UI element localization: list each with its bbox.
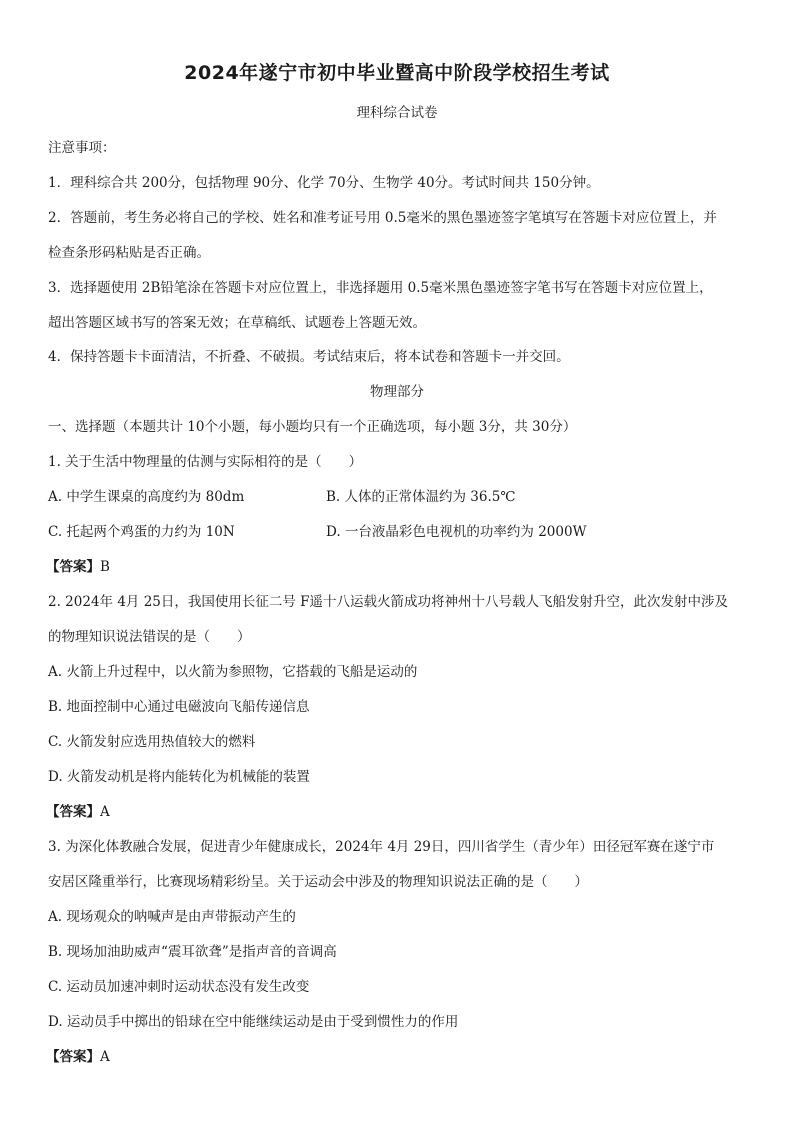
answer-label: 【答案】 — [46, 1049, 100, 1065]
notice-item-3-line-1: 3．选择题使用 2B铅笔涂在答题卡对应位置上，非选择题用 0.5毫米黑色墨迹签字笔书写在答题卡对应位置上， — [48, 280, 713, 296]
answer-value: A — [100, 1049, 110, 1065]
question-1-option-c: C. 托起两个鸡蛋的力约为 10N — [48, 524, 235, 540]
question-3-option-d: D. 运动员手中掷出的铅球在空中能继续运动是由于受到惯性力的作用 — [48, 1014, 459, 1030]
question-3-option-c: C. 运动员加速冲刺时运动状态没有发生改变 — [48, 979, 310, 995]
question-1-stem: 1. 关于生活中物理量的估测与实际相符的是（ ） — [48, 454, 363, 470]
answer-value: A — [100, 804, 110, 820]
notice-item-2-line-1: 2．答题前，考生务必将自己的学校、姓名和准考证号用 0.5毫米的黑色墨迹签字笔填写在答题卡对应位置上，并 — [48, 210, 717, 226]
question-1-option-a: A. 中学生课桌的高度约为 80dm — [48, 489, 245, 505]
question-3-answer — [46, 1048, 110, 1066]
answer-label: 【答案】 — [46, 559, 100, 575]
answer-label: 【答案】 — [46, 804, 100, 820]
question-3-option-b: B. 现场加油助威声“震耳欲聋”是指声音的音调高 — [48, 944, 337, 960]
question-1-option-b: B. 人体的正常体温约为 36.5℃ — [326, 489, 516, 505]
question-3-option-a: A. 现场观众的呐喊声是由声带振动产生的 — [48, 909, 296, 925]
exam-subtitle: 理科综合试卷 — [356, 105, 438, 121]
question-3-stem-line-1: 3. 为深化体教融合发展，促进青少年健康成长，2024年 4月 29日，四川省学生（青少年）田径冠军赛在遂宁市 — [48, 839, 715, 855]
notice-item-4: 4．保持答题卡卡面清洁，不折叠、不破损。考试结束后，将本试卷和答题卡一并交回。 — [48, 349, 570, 365]
answer-value: B — [100, 559, 110, 575]
question-3-stem-line-2: 安居区隆重举行，比赛现场精彩纷呈。关于运动会中涉及的物理知识说法正确的是（ ） — [48, 874, 588, 890]
notice-heading: 注意事项： — [48, 140, 116, 156]
exam-title: 2024年遂宁市初中毕业暨高中阶段学校招生考试 — [184, 62, 610, 84]
section-heading: 物理部分 — [370, 384, 424, 400]
question-2-option-b: B. 地面控制中心通过电磁波向飞船传递信息 — [48, 699, 310, 715]
question-2-option-c: C. 火箭发射应选用热值较大的燃料 — [48, 734, 256, 750]
part1-heading: 一、选择题（本题共计 10个小题，每小题均只有一个正确选项，每小题 3分，共 30分） — [48, 419, 577, 435]
question-2-stem-line-2: 的物理知识说法错误的是（ ） — [48, 629, 251, 645]
question-2-option-d: D. 火箭发动机是将内能转化为机械能的装置 — [48, 769, 310, 785]
question-2-option-a: A. 火箭上升过程中，以火箭为参照物，它搭载的飞船是运动的 — [48, 664, 418, 680]
question-1-answer — [46, 558, 110, 576]
question-1-option-d: D. 一台液晶彩色电视机的功率约为 2000W — [326, 524, 587, 540]
notice-item-3-line-2: 超出答题区域书写的答案无效；在草稿纸、试题卷上答题无效。 — [48, 315, 426, 331]
notice-item-2-line-2: 检查条形码粘贴是否正确。 — [48, 245, 210, 261]
notice-item-1: 1．理科综合共 200分，包括物理 90分、化学 70分、生物学 40分。考试时间共 150分钟。 — [48, 175, 600, 191]
question-2-stem-line-1: 2. 2024年 4月 25日，我国使用长征二号 F遥十八运载火箭成功将神州十八号载人飞船发射升空，此次发射中涉及 — [48, 594, 729, 610]
question-2-answer — [46, 803, 110, 821]
